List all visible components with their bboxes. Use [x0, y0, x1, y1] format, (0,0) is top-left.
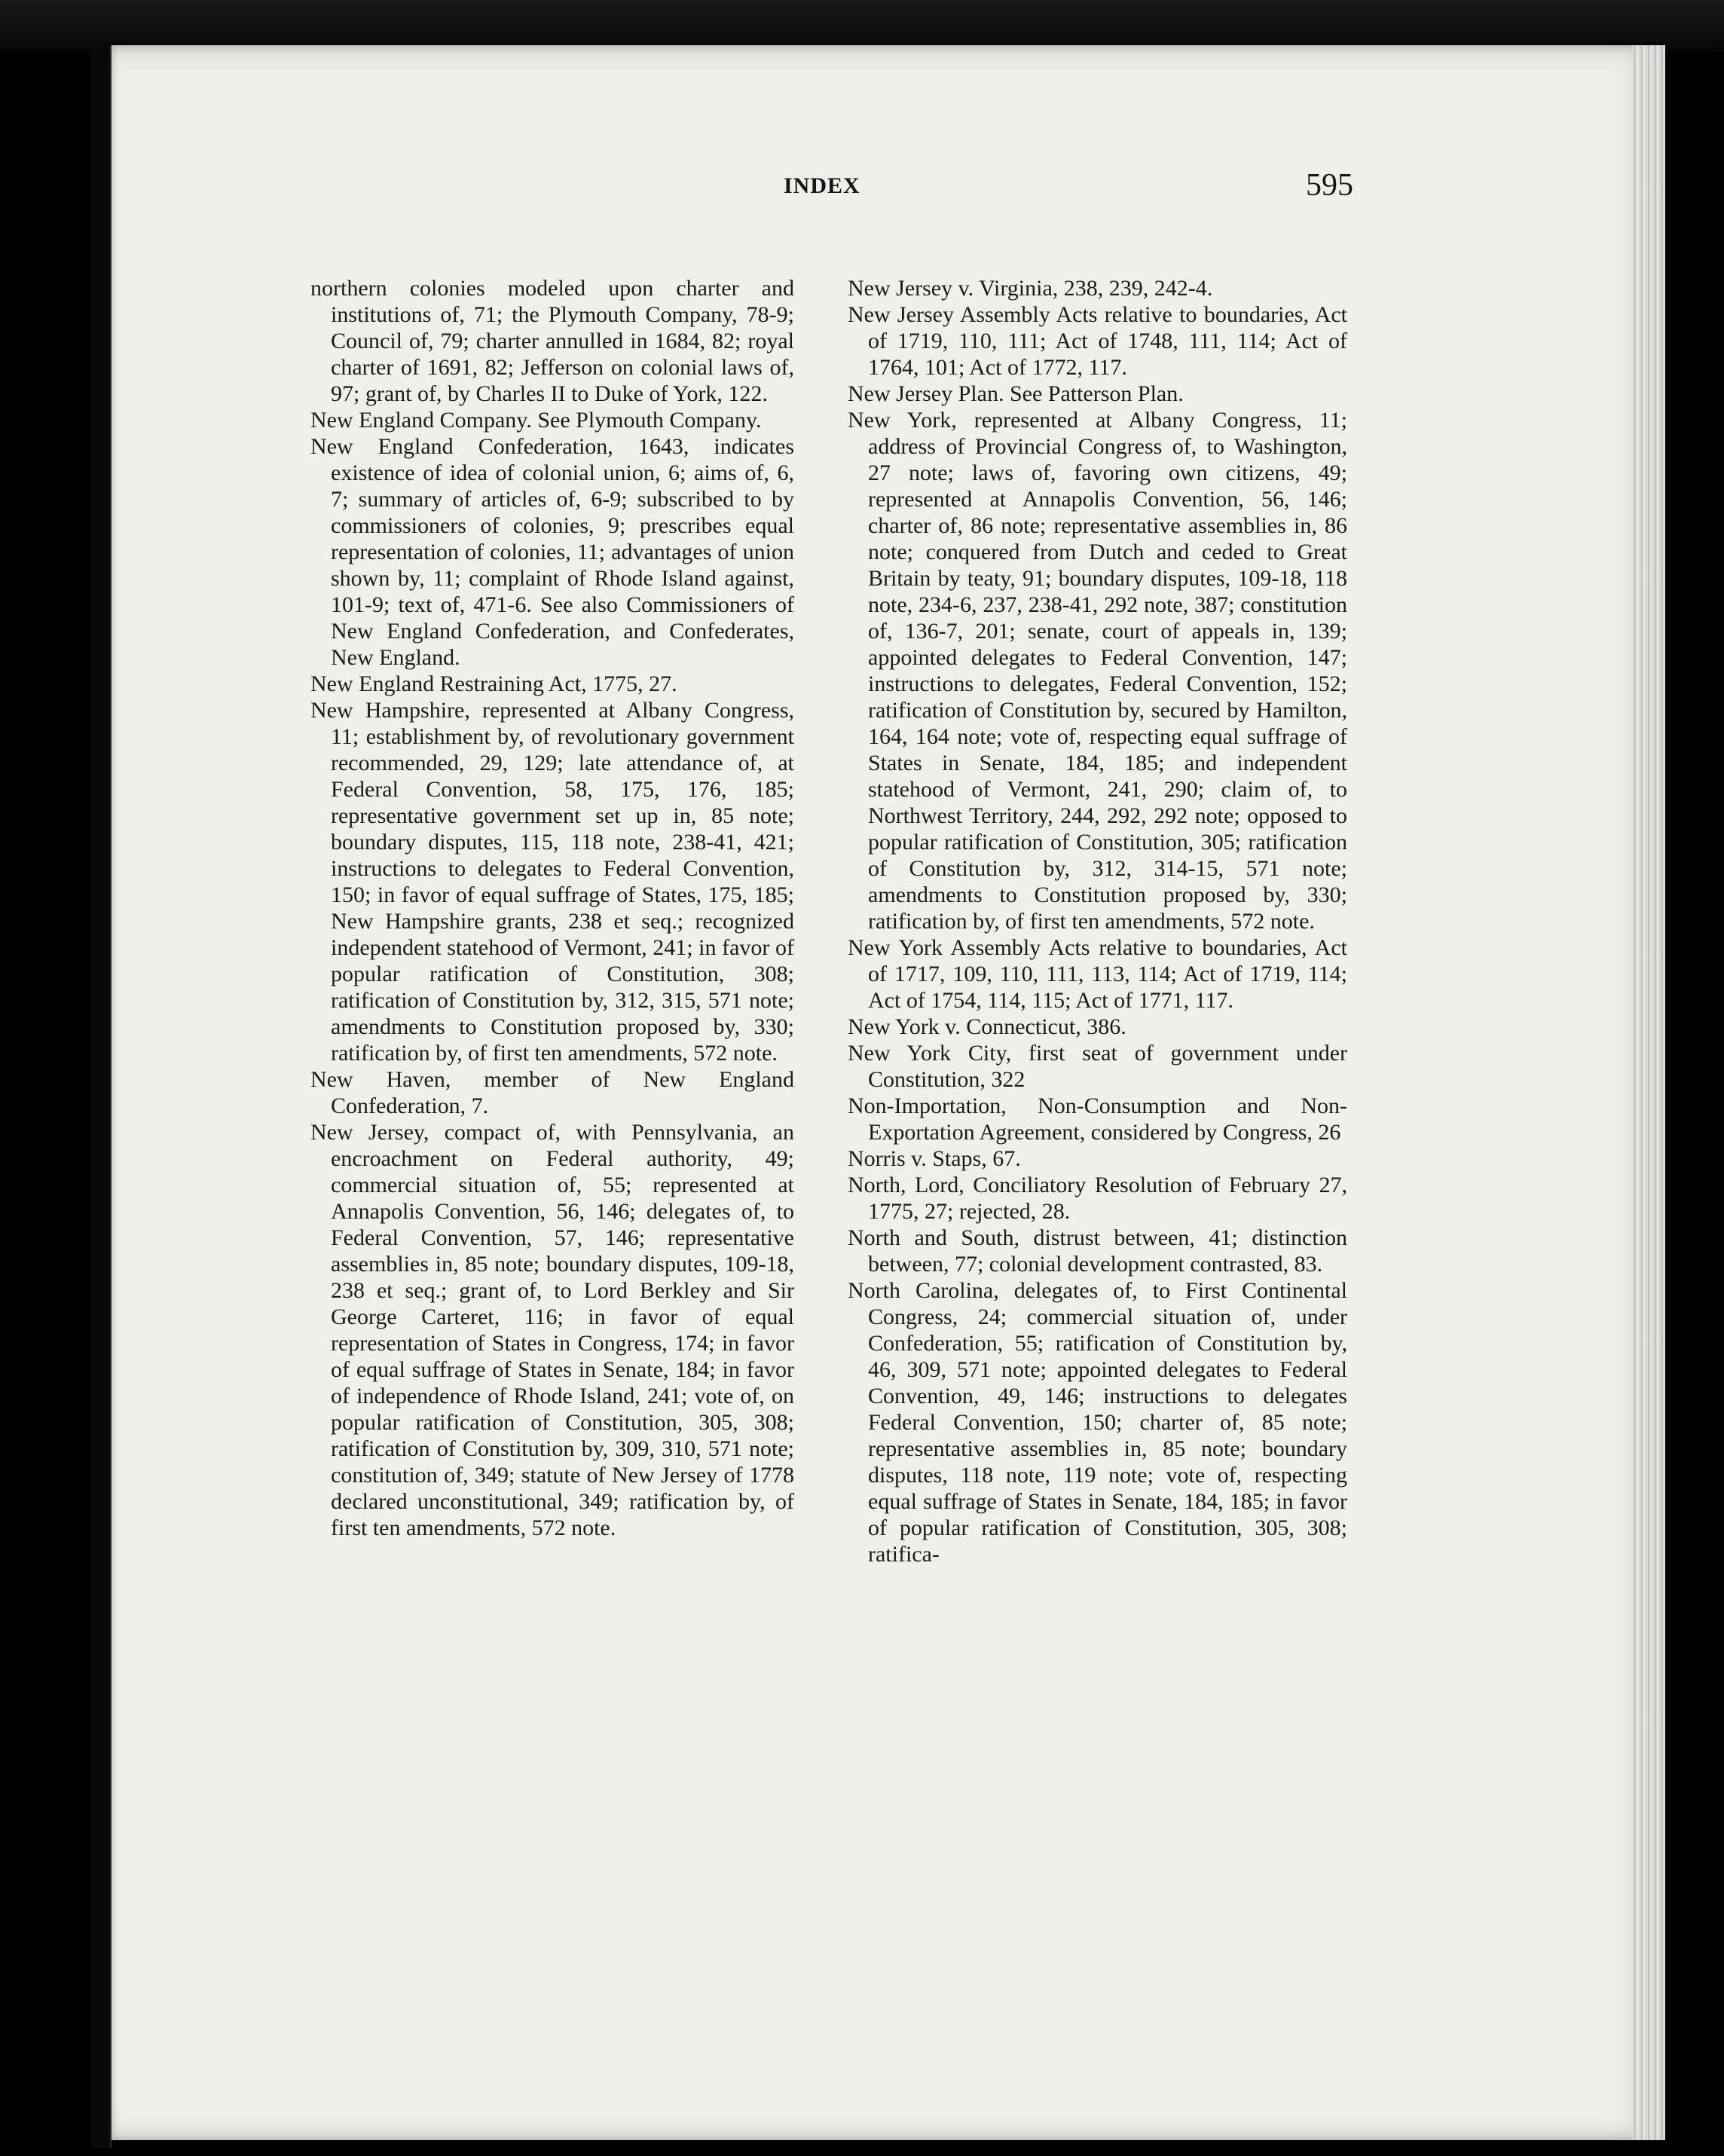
page-number: 595 [1306, 168, 1353, 203]
index-entry: northern colonies modeled upon charter and institutions of, 71; the Plymouth Company, 78-9; Council of, 79; charter annulled in 1684, 82; royal charter of 1691, 82; Jefferson on colonial laws of, 97; grant of, by Charles II to Duke of York, 122. [310, 276, 794, 406]
index-entry: New York, represented at Albany Congress, 11; address of Provincial Congress of, to Washington, 27 note; laws of, favoring own citizens, 49; represented at Annapolis Convention, 56, 146; charter of, 86 note; representative assemblies in, 86 note; conquered from Dutch and ceded to Great Britain by teaty, 91; boundary disputes, 109-18, 118 note, 234-6, 237, 238-41, 292 note, 387; constitution of, 136-7, 201; senate, court of appeals in, 139; appointed delegates to Federal Convention, 147; instructions to delegates, Federal Convention, 152; ratification of Constitution by, secured by Hamilton, 164, 164 note; vote of, respecting equal suffrage of States in Senate, 184, 185; and independent statehood of Vermont, 241, 290; claim of, to Northwest Territory, 244, 292, 292 note; opposed to popular ratification of Constitution, 305; ratification of Constitution by, 312, 314-15, 571 note; amendments to Constitution proposed by, 330; ratification by, of first ten amendments, 572 note. [848, 408, 1347, 934]
index-entry: Norris v. Staps, 67. [848, 1146, 1021, 1171]
index-entry: North, Lord, Conciliatory Resolution of February 27, 1775, 27; rejected, 28. [848, 1173, 1347, 1224]
index-entry: New England Restraining Act, 1775, 27. [310, 671, 677, 696]
index-entry: North Carolina, delegates of, to First Continental Congress, 24; commercial situation of, under Confederation, 55; ratification of Constitution by, 46, 309, 571 note; appointed delegates to Federal Convention, 49, 146; instructions to delegates Federal Convention, 150; charter of, 85 note; representative assemblies in, 85 note; boundary disputes, 118 note, 119 note; vote of, respecting equal suffrage of States in Senate, 184, 185; in favor of popular ratification of Constitution, 305, 308; ratifica- [848, 1278, 1347, 1567]
index-entry: New Jersey v. Virginia, 238, 239, 242-4. [848, 276, 1213, 301]
index-entry: New England Company. See Plymouth Company. [310, 408, 762, 433]
index-entry: New Jersey Plan. See Patterson Plan. [848, 381, 1184, 406]
page-stack-edge [1632, 45, 1665, 2140]
index-entry: Non-Importation, Non-Consumption and Non-Exportation Agreement, considered by Congress, 26 [848, 1093, 1347, 1145]
index-entry: New York v. Connecticut, 386. [848, 1014, 1126, 1039]
index-column-left [310, 275, 794, 1541]
index-entry: New England Confederation, 1643, indicates existence of idea of colonial union, 6; aims of, 6, 7; summary of articles of, 6-9; subscribed to by commissioners of colonies, 9; prescribes equal representation of colonies, 11; advantages of union shown by, 11; complaint of Rhode Island against, 101-9; text of, 471-6. See also Commissioners of New England Confederation, and Confederates, New England. [310, 434, 794, 670]
index-entry: North and South, distrust between, 41; distinction between, 77; colonial development contrasted, 83. [848, 1225, 1347, 1277]
book-binding-edge [90, 45, 112, 2148]
index-entry: New Hampshire, represented at Albany Congress, 11; establishment by, of revolutionary government recommended, 29, 129; late attendance of, at Federal Convention, 58, 175, 176, 185; representative government set up in, 85 note; boundary disputes, 115, 118 note, 238-41, 421; instructions to delegates to Federal Convention, 150; in favor of equal suffrage of States, 175, 185; New Hampshire grants, 238 et seq.; recognized independent statehood of Vermont, 241; in favor of popular ratification of Constitution, 308; ratification of Constitution by, 312, 315, 571 note; amendments to Constitution proposed by, 330; ratification by, of first ten amendments, 572 note. [310, 698, 794, 1066]
index-entry: New Jersey Assembly Acts relative to boundaries, Act of 1719, 110, 111; Act of 1748, 111, 114; Act of 1764, 101; Act of 1772, 117. [848, 302, 1347, 380]
index-entry: New Haven, member of New England Confederation, 7. [310, 1067, 794, 1118]
index-entry: New Jersey, compact of, with Pennsylvania, an encroachment on Federal authority, 49; commercial situation of, 55; represented at Annapolis Convention, 56, 146; delegates of, to Federal Convention, 57, 146; representative assemblies in, 85 note; boundary disputes, 109-18, 238 et seq.; grant of, to Lord Berkley and Sir George Carteret, 116; in favor of equal representation of States in Congress, 174; in favor of equal suffrage of States in Senate, 184; in favor of independence of Rhode Island, 241; vote of, on popular ratification of Constitution, 305, 308; ratification of Constitution by, 309, 310, 571 note; constitution of, 349; statute of New Jersey of 1778 declared unconstitutional, 349; ratification by, of first ten amendments, 572 note. [310, 1120, 794, 1540]
index-entry: New York Assembly Acts relative to boundaries, Act of 1717, 109, 110, 111, 113, 114; Act of 1719, 114; Act of 1754, 114, 115; Act of 1771, 117. [848, 935, 1347, 1013]
index-entry: New York City, first seat of government under Constitution, 322 [848, 1041, 1347, 1092]
running-head: INDEX [784, 173, 860, 198]
index-column-right [848, 275, 1347, 1567]
